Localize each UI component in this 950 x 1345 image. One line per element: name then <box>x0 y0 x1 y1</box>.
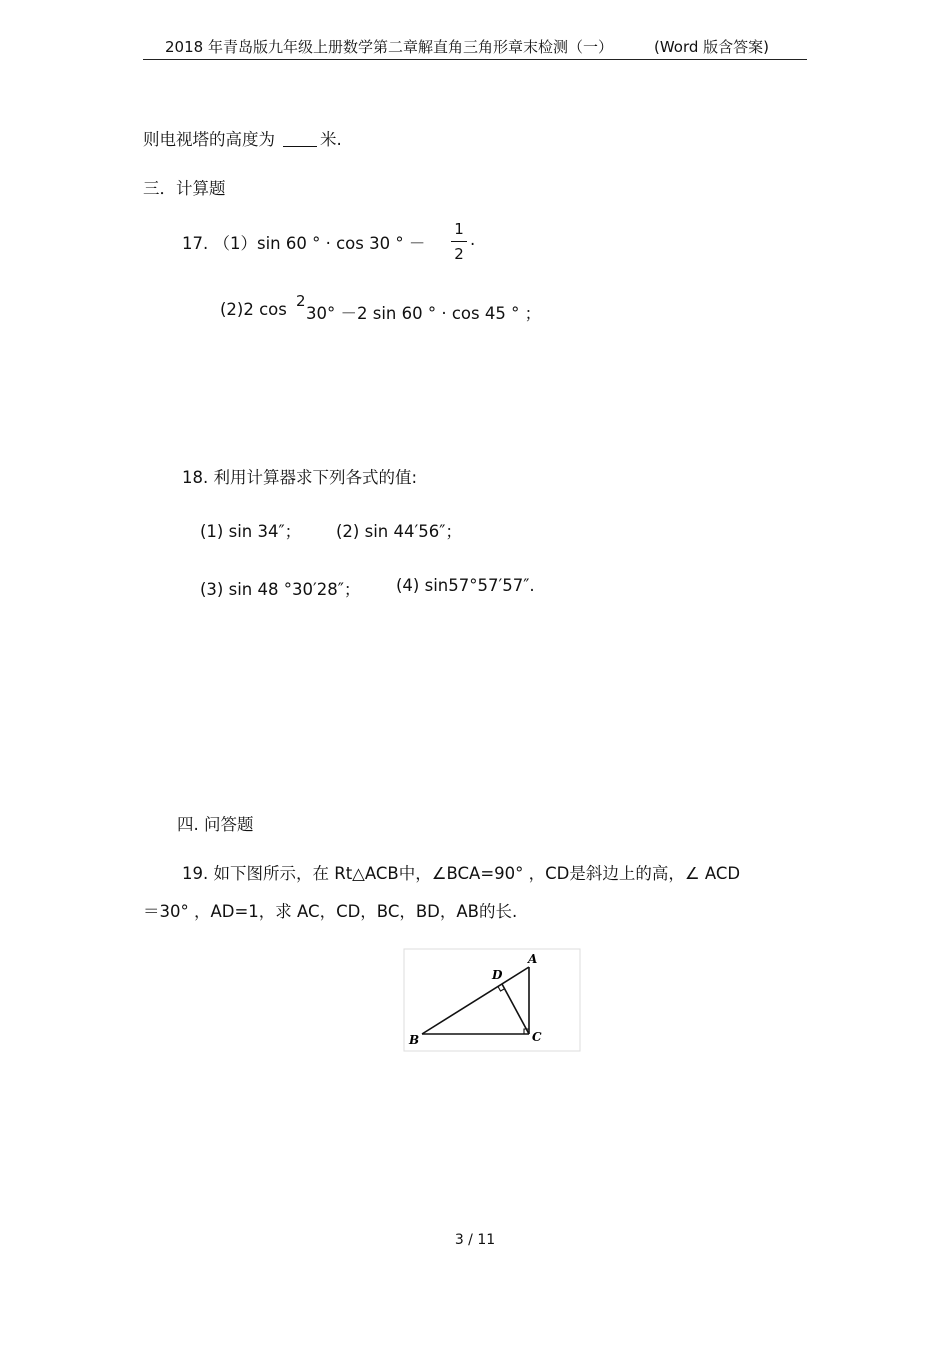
q18-item-1: (1) sin 34″； <box>200 522 302 541</box>
vertex-label-D: D <box>492 968 503 982</box>
vertex-label-B: B <box>409 1033 420 1047</box>
q18-item-3: (3) sin 48 °30′28″； <box>200 580 361 599</box>
q17-part2-rest: 30° －2 sin 60 ° · cos 45 ° ； <box>306 304 542 323</box>
section-heading-questions: 四. 问答题 <box>177 815 254 834</box>
q17-part2-lead: (2)2 cos <box>220 300 287 319</box>
section-heading-calculation: 三．计算题 <box>143 179 226 198</box>
vertex-label-A: A <box>528 952 538 966</box>
q17-part2-exponent: 2 <box>296 292 306 310</box>
page-number: 3 / 11 <box>454 1232 496 1248</box>
triangle-figure <box>403 948 581 1052</box>
q18-item-4: (4) sin57°57′57″. <box>396 576 535 595</box>
q18-item-2: (2) sin 44′56″； <box>336 522 462 541</box>
vertex-label-C: C <box>532 1030 542 1044</box>
q17-part1-expression: 17. （1）sin 60 ° · cos 30 ° － <box>182 234 426 253</box>
q17-fraction-bar <box>451 241 467 242</box>
document-edition: (Word 版含答案) <box>654 38 770 56</box>
carryover-unit: 米. <box>320 130 342 149</box>
q17-part1-period: . <box>470 230 476 249</box>
header-divider <box>143 59 807 60</box>
document-title: 2018 年青岛版九年级上册数学第二章解直角三角形章末检测（一） <box>165 38 613 56</box>
q17-part1 <box>182 230 425 254</box>
q17-fraction-numerator: 1 <box>454 220 464 238</box>
q19-line-1: 19. 如下图所示，在 Rt△ACB中，∠BCA=90° ，CD是斜边上的高，∠ ACD <box>182 864 741 883</box>
q19-line-2: ＝30° ，AD=1，求 AC，CD，BC，BD，AB的长. <box>143 902 518 921</box>
carryover-text: 则电视塔的高度为 <box>143 130 275 149</box>
figure-frame <box>404 949 580 1051</box>
q18-stem: 18. 利用计算器求下列各式的值: <box>182 468 418 487</box>
carryover-line <box>143 126 342 150</box>
answer-blank <box>283 132 317 147</box>
q17-fraction-denominator: 2 <box>454 245 464 263</box>
